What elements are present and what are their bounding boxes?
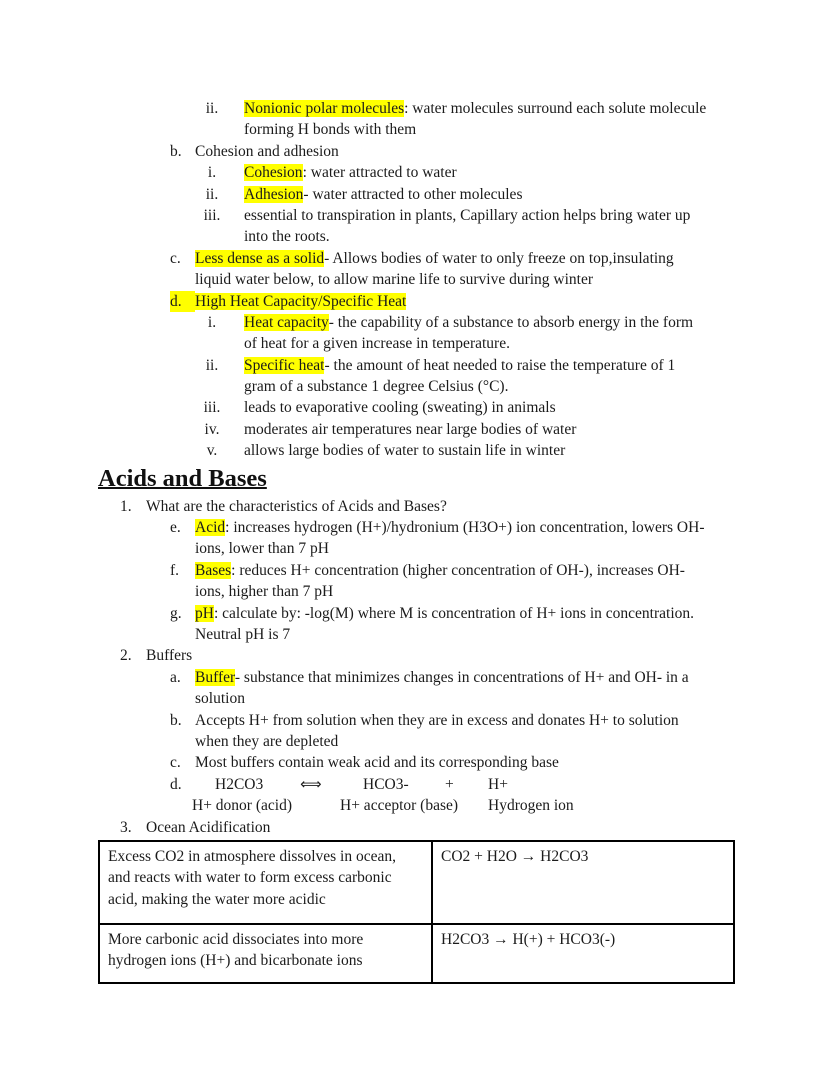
text-segment: : water molecules surround each solute molecule — [404, 100, 707, 117]
text-segment: - the capability of a substance to absorb energy in the form — [328, 313, 694, 331]
list-item — [98, 645, 738, 666]
list-line — [195, 560, 738, 581]
text-segment: Buffers — [146, 647, 193, 665]
list-item — [98, 603, 738, 646]
equation-product-2: H+ — [488, 775, 508, 793]
list-item — [98, 817, 738, 838]
list-marker: i. — [207, 313, 217, 331]
table-cell-line: CO2 + H2O → H2CO3 — [441, 847, 589, 865]
list-item — [98, 355, 738, 398]
text-segment: when they are depleted — [195, 732, 339, 750]
label-hydrogen-ion: Hydrogen ion — [488, 797, 574, 815]
list-item — [98, 248, 738, 291]
text-segment: - the amount of heat needed to raise the temperature of 1 — [324, 356, 676, 374]
list-marker: c. — [170, 249, 181, 267]
outline-section-acids-bases — [98, 496, 738, 774]
outline-section-water-properties — [98, 98, 738, 462]
list-line — [244, 162, 738, 183]
highlighted-text: Acid — [195, 519, 226, 537]
list-item — [98, 291, 738, 312]
table-cell-line: hydrogen ions (H+) and bicarbonate ions — [108, 952, 363, 970]
list-line — [146, 817, 738, 838]
list-item — [98, 162, 738, 183]
text-segment: allows large bodies of water to sustain life in winter — [244, 442, 566, 460]
list-line — [244, 440, 738, 461]
list-marker: 1. — [120, 497, 132, 515]
table-cell-line: and reacts with water to form excess carbonic — [108, 869, 392, 887]
list-item — [98, 560, 738, 603]
label-base-acceptor: H+ acceptor (base) — [340, 797, 459, 815]
list-line — [195, 667, 738, 688]
list-item — [98, 98, 738, 141]
list-item — [98, 141, 738, 162]
highlighted-text: High Heat Capacity/Specific Heat — [195, 292, 407, 310]
text-segment: What are the characteristics of Acids and Bases? — [146, 497, 447, 515]
highlighted-text: Heat capacity — [244, 313, 329, 331]
list-marker: ii. — [205, 185, 219, 203]
list-item — [98, 205, 738, 248]
list-line — [244, 205, 738, 226]
text-segment: of heat for a given increase in temperature. — [244, 335, 510, 353]
table-cell-description-1 — [99, 841, 432, 924]
list-line — [146, 645, 738, 666]
equation-plus-sign: + — [445, 775, 454, 793]
table-cell-line: acid, making the water more acidic — [108, 890, 326, 908]
list-marker: d. — [170, 291, 195, 312]
table-cell-equation-2 — [432, 924, 734, 983]
highlighted-text: Adhesion — [244, 185, 304, 203]
equation-list-marker: d. — [170, 775, 182, 793]
list-line — [195, 710, 738, 731]
table-cell-line: H2CO3 → H(+) + HCO3(-) — [441, 930, 616, 948]
table-row — [99, 924, 734, 983]
list-item — [98, 752, 738, 773]
list-line — [244, 119, 738, 140]
list-marker: e. — [170, 519, 181, 537]
text-segment: Ocean Acidification — [146, 818, 271, 836]
text-segment: Accepts H+ from solution when they are in excess and donates H+ to solution — [195, 711, 679, 729]
list-item — [98, 419, 738, 440]
list-line — [195, 603, 738, 624]
text-segment: ions, lower than 7 pH — [195, 540, 329, 558]
document-content — [98, 98, 738, 984]
list-item — [98, 517, 738, 560]
text-segment: Neutral pH is 7 — [195, 625, 291, 643]
highlighted-text: Bases — [195, 561, 232, 579]
list-marker: iii. — [203, 206, 221, 224]
list-line — [244, 98, 738, 119]
highlighted-text: Specific heat — [244, 356, 325, 374]
list-line — [244, 312, 738, 333]
highlighted-text: pH — [195, 604, 214, 622]
text-segment: - substance that minimizes changes in concentrations of H+ and OH- in a — [234, 668, 689, 686]
list-line — [244, 419, 738, 440]
highlighted-text: Less dense as a solid — [195, 249, 325, 267]
list-line — [244, 226, 738, 247]
text-segment: : reduces H+ concentration (higher concentration of OH-), increases OH- — [231, 561, 685, 579]
table-cell-line: Excess CO2 in atmosphere dissolves in ocean, — [108, 847, 396, 865]
list-marker: i. — [207, 164, 217, 182]
list-marker: b. — [170, 711, 182, 729]
list-marker: g. — [170, 604, 182, 622]
text-segment: moderates air temperatures near large bodies of water — [244, 420, 577, 438]
highlighted-text: Nonionic polar molecules — [244, 100, 405, 117]
text-segment: into the roots. — [244, 228, 330, 246]
list-marker: 2. — [120, 647, 132, 665]
text-segment: - Allows bodies of water to only freeze on top,insulating — [324, 249, 674, 267]
list-item — [98, 312, 738, 355]
list-line — [195, 269, 738, 290]
list-item — [98, 184, 738, 205]
list-line — [195, 581, 738, 602]
list-marker: b. — [170, 142, 182, 160]
list-marker: a. — [170, 668, 181, 686]
list-line — [195, 141, 738, 162]
text-segment: : water attracted to water — [302, 164, 457, 182]
list-item — [98, 440, 738, 461]
label-acid-donor: H+ donor (acid) — [192, 797, 292, 815]
highlighted-text: Cohesion — [244, 164, 303, 182]
list-line — [195, 517, 738, 538]
list-line — [146, 496, 738, 517]
table-cell-line: More carbonic acid dissociates into more — [108, 930, 364, 948]
list-marker: iv. — [204, 420, 220, 438]
table-row — [99, 841, 734, 924]
text-segment: forming H bonds with them — [244, 121, 417, 139]
list-line — [244, 376, 738, 397]
text-segment: gram of a substance 1 degree Celsius (°C). — [244, 378, 509, 396]
list-line — [195, 752, 738, 773]
list-line — [244, 397, 738, 418]
section-heading-acids-and-bases: Acids and Bases — [98, 464, 267, 492]
text-segment: Most buffers contain weak acid and its corresponding base — [195, 754, 559, 772]
ocean-acidification-table — [98, 840, 735, 984]
list-marker: c. — [170, 754, 181, 772]
text-segment: liquid water below, to allow marine life to survive during winter — [195, 271, 594, 289]
equation-reactant: H2CO3 — [215, 775, 264, 793]
list-line — [195, 688, 738, 709]
text-segment: solution — [195, 690, 245, 708]
table-cell-description-2 — [99, 924, 432, 983]
text-segment: ions, higher than 7 pH — [195, 583, 334, 601]
list-marker: 3. — [120, 818, 132, 836]
list-marker: f. — [170, 561, 180, 579]
list-item — [98, 667, 738, 710]
list-marker: ii. — [205, 100, 219, 117]
equation-labels-row — [98, 795, 738, 816]
text-segment: leads to evaporative cooling (sweating) in animals — [244, 399, 556, 417]
outline-section-ocean-acidification — [98, 817, 738, 838]
list-line — [195, 291, 738, 312]
list-line — [195, 731, 738, 752]
list-item — [98, 397, 738, 418]
equation-product-1: HCO3- — [363, 775, 409, 793]
list-marker: iii. — [203, 399, 221, 417]
text-segment: essential to transpiration in plants, Capillary action helps bring water up — [244, 206, 691, 224]
list-marker: v. — [206, 442, 218, 460]
highlighted-text: Buffer — [195, 668, 235, 686]
list-line — [244, 184, 738, 205]
equation-row — [98, 774, 738, 795]
list-line — [195, 248, 738, 269]
list-item — [98, 710, 738, 753]
list-line — [195, 538, 738, 559]
list-marker: ii. — [205, 356, 219, 374]
text-segment: - water attracted to other molecules — [303, 185, 523, 203]
list-line — [244, 355, 738, 376]
list-line — [244, 333, 738, 354]
text-segment: : calculate by: -log(M) where M is concentration of H+ ions in concentration. — [213, 604, 695, 622]
table-cell-equation-1 — [432, 841, 734, 924]
text-segment: Cohesion and adhesion — [195, 142, 339, 160]
list-line — [195, 624, 738, 645]
list-item — [98, 496, 738, 517]
text-segment: : increases hydrogen (H+)/hydronium (H3O+) ion concentration, lowers OH- — [225, 519, 705, 537]
double-arrow-icon: ⟺ — [300, 774, 322, 793]
